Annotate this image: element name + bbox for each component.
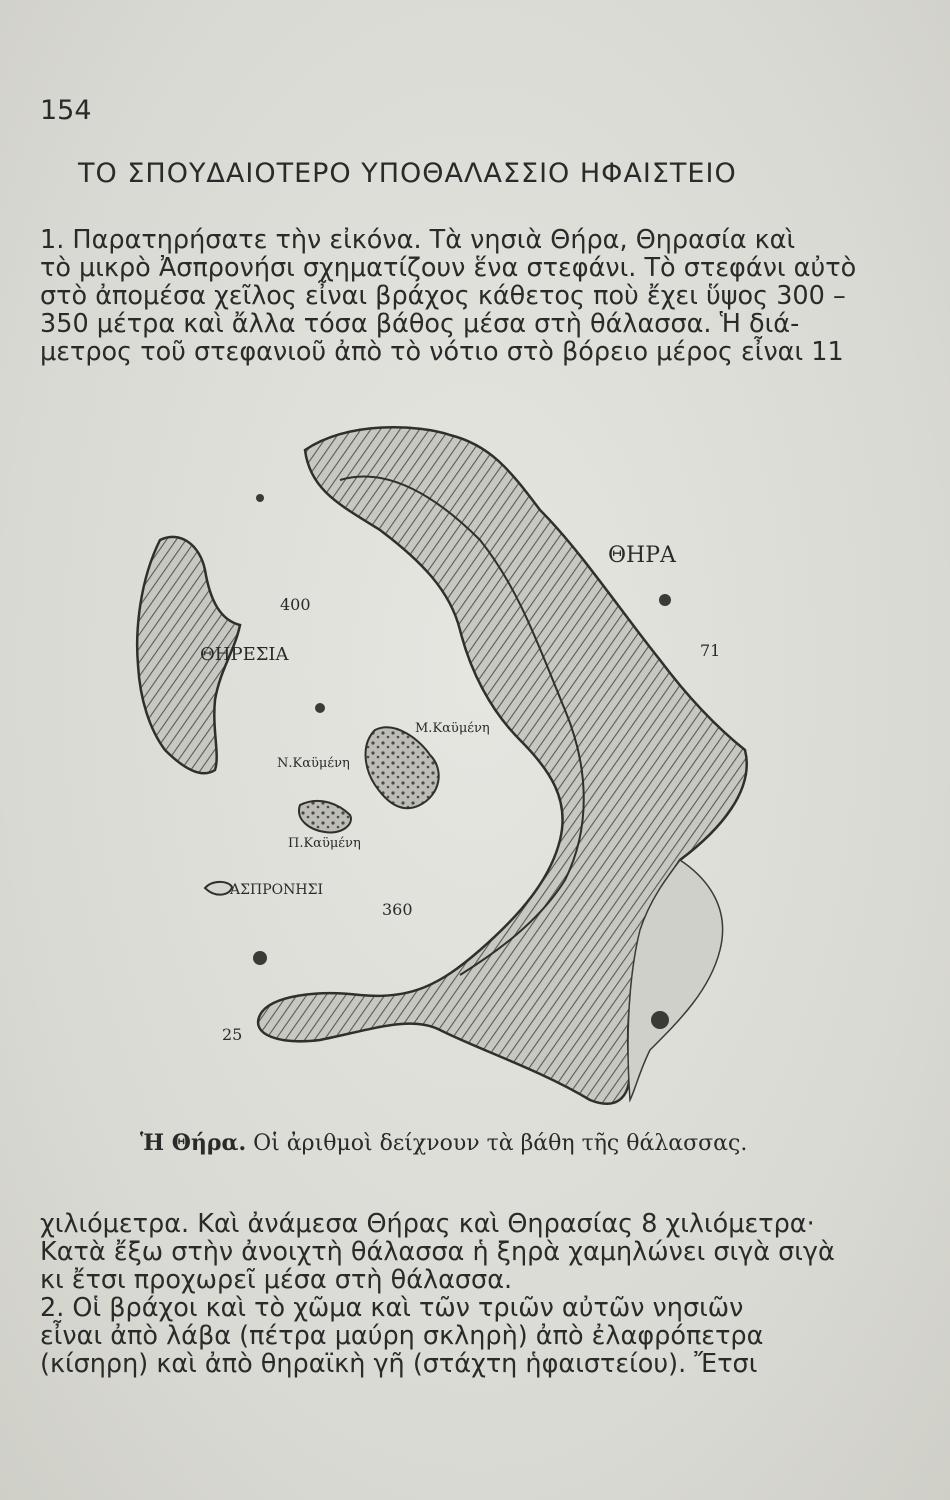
label-p-kameni: Π.Καϋμένη [288, 836, 361, 851]
santorini-map [120, 410, 780, 1120]
aspronisi-island [205, 882, 232, 895]
text-line: κι ἔτσι προχωρεῖ μέσα στὴ θάλασσα. [40, 1265, 513, 1296]
text-line: εἶναι ἀπὸ λάβα (πέτρα μαύρη σκληρὴ) ἀπὸ ἐλαφρόπετρα [40, 1321, 764, 1352]
text-line: Κατὰ ἔξω στὴν ἀνοιχτὴ θάλασσα ἡ ξηρὰ χαμηλώνει σιγὰ σιγὰ [40, 1237, 835, 1268]
depth-label: 360 [382, 900, 413, 919]
text-line: 350 μέτρα καὶ ἄλλα τόσα βάθος μέσα στὴ θάλασσα. Ἡ διά- [40, 309, 800, 340]
label-m-kameni: Μ.Καϋμένη [415, 721, 490, 736]
text-line: 1. Παρατηρήσατε τὴν εἰκόνα. Τὰ νησιὰ Θήρα, Θηρασία καὶ [40, 225, 796, 255]
page-number: 154 [40, 95, 92, 126]
label-thiresia: ΘΗΡΕΣΙΑ [200, 644, 289, 665]
paragraph-1 [40, 226, 870, 366]
depth-label: 400 [280, 595, 311, 614]
rock-mark [315, 703, 325, 713]
depth-label: 25 [222, 1025, 243, 1044]
text-line: 2. Οἱ βράχοι καὶ τὸ χῶμα καὶ τῶν τριῶν αὐτῶν νησιῶν [40, 1293, 744, 1324]
palea-kameni-island [299, 801, 351, 833]
rock-mark [256, 494, 264, 502]
rock-mark [659, 594, 671, 606]
nea-kameni-island [366, 727, 439, 808]
text-line: (κίσηρη) καὶ ἀπὸ θηραϊκὴ γῆ (στάχτη ἡφαιστείου). Ἔτσι [40, 1349, 758, 1380]
rock-mark [651, 1011, 669, 1029]
label-thira: ΘΗΡΑ [608, 543, 676, 568]
text-line: στὸ ἀπομέσα χεῖλος εἶναι βράχος κάθετος ποὺ ἔχει ὕψος 300 – [40, 281, 846, 312]
label-n-kameni: Ν.Καϋμένη [277, 756, 350, 771]
label-aspronisi: ΑΣΠΡΟΝΗΣΙ [230, 882, 324, 898]
paragraph-2 [40, 1210, 870, 1378]
text-line: μετρος τοῦ στεφανιοῦ ἀπὸ τὸ νότιο στὸ βόρειο μέρος εἶναι 11 [40, 337, 844, 368]
text-line: τὸ μικρὸ Ἀσπρονήσι σχηματίζουν ἕνα στεφάνι. Τὸ στεφάνι αὐτὸ [40, 253, 857, 284]
figure-caption [140, 1130, 747, 1156]
text-line: χιλιόμετρα. Καὶ ἀνάμεσα Θήρας καὶ Θηρασίας 8 χιλιόμετρα· [40, 1209, 815, 1239]
depth-label: 71 [700, 641, 721, 660]
rock-mark [253, 951, 267, 965]
page-title: ΤΟ ΣΠΟΥΔΑΙΟΤΕΡΟ ΥΠΟΘΑΛΑΣΣΙΟ ΗΦΑΙΣΤΕΙΟ [78, 158, 737, 189]
caption-text: Οἱ ἀριθμοὶ δείχνουν τὰ βάθη τῆς θάλασσας. [253, 1131, 748, 1156]
caption-lead: Ἡ Θήρα. [140, 1130, 247, 1156]
